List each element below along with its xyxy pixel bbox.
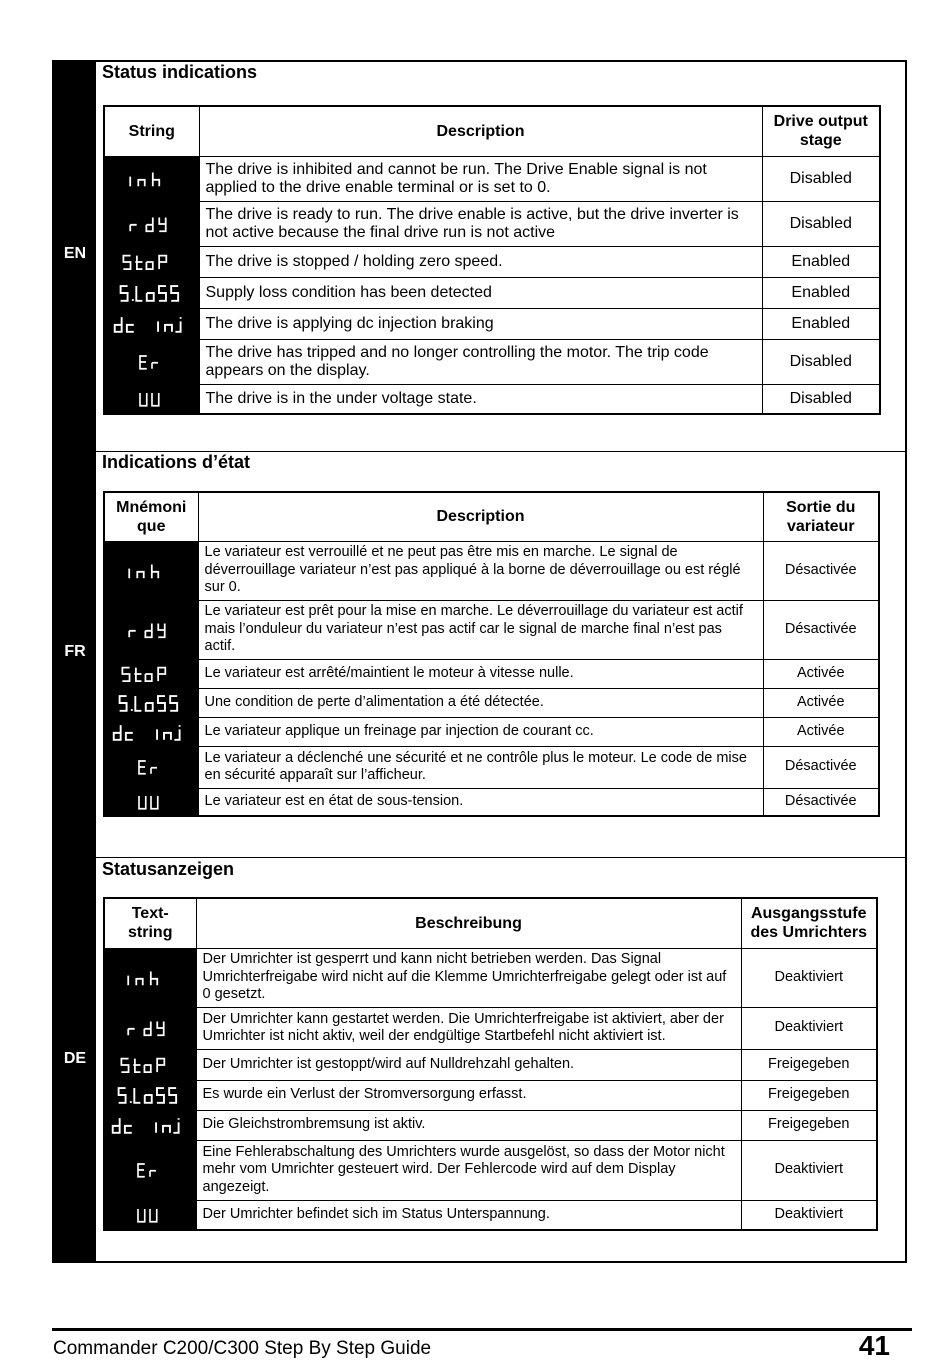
display-stop-icon — [119, 1055, 181, 1075]
table-header-row — [104, 106, 880, 156]
row-output: Disabled — [762, 156, 880, 201]
language-bar — [54, 62, 96, 1261]
status-table-fr — [103, 491, 880, 817]
display-rdy-icon — [126, 620, 176, 640]
display-code-uu — [104, 788, 198, 816]
header-output: Sortie du variateur — [763, 492, 879, 541]
display-code-rdy — [104, 1007, 196, 1049]
row-output: Désactivée — [763, 600, 879, 659]
row-output: Disabled — [762, 201, 880, 246]
display-stop-icon — [120, 664, 182, 684]
table-row — [104, 246, 880, 277]
header-string: Text-string — [104, 898, 196, 948]
display-rdy-icon — [125, 1018, 175, 1038]
display-uu-icon — [137, 389, 167, 409]
header-output: Drive output stage — [762, 106, 880, 156]
display-code-sloss — [104, 688, 198, 717]
row-description: Es wurde ein Verlust der Stromversorgung erfasst. — [196, 1080, 741, 1110]
header-output: Ausgangsstufe des Umrichters — [741, 898, 877, 948]
table-row — [104, 688, 879, 717]
display-inh-icon — [126, 561, 176, 581]
language-label-de: DE — [63, 1050, 87, 1067]
table-row — [104, 600, 879, 659]
display-code-stop — [104, 659, 198, 688]
display-stop-icon — [121, 252, 183, 272]
table-row — [104, 1049, 877, 1080]
row-output: Enabled — [762, 246, 880, 277]
row-description: Der Umrichter ist gesperrt und kann nicht betrieben werden. Das Signal Umrichterfreigabe wird nicht auf die Klemme Umrichterfreigabe gelegt oder ist auf 0 gesetzt. — [196, 948, 741, 1007]
table-row — [104, 1080, 877, 1110]
status-table-en — [103, 105, 881, 415]
header-description: Description — [199, 106, 762, 156]
display-uu-icon — [135, 1205, 165, 1225]
display-code-er — [104, 746, 198, 788]
display-code-uu — [104, 384, 199, 414]
row-output: Deaktiviert — [741, 1200, 877, 1230]
section-title-en: Status indications — [102, 62, 258, 82]
display-dc-inj-icon — [113, 314, 191, 334]
display-code-inh — [104, 948, 196, 1007]
display-dc-inj-icon — [111, 1115, 189, 1135]
row-description: The drive is stopped / holding zero speed. — [199, 246, 762, 277]
table-row — [104, 788, 879, 816]
display-code-dc-inj — [104, 717, 198, 746]
display-er-icon — [136, 757, 166, 777]
row-output: Désactivée — [763, 541, 879, 600]
section-divider — [96, 857, 905, 858]
table-row — [104, 541, 879, 600]
row-description: The drive is applying dc injection braking — [199, 308, 762, 339]
row-output: Enabled — [762, 308, 880, 339]
display-code-stop — [104, 1049, 196, 1080]
display-code-dc-inj — [104, 308, 199, 339]
language-label-fr: FR — [64, 643, 86, 660]
row-output: Disabled — [762, 384, 880, 414]
row-description: The drive has tripped and no longer controlling the motor. The trip code appears on the display. — [199, 339, 762, 384]
section-title-fr: Indications d’état — [102, 452, 251, 472]
display-er-icon — [135, 1160, 165, 1180]
display-code-uu — [104, 1200, 196, 1230]
row-description: Une condition de perte d’alimentation a été détectée. — [198, 688, 763, 717]
row-description: Le variateur est en état de sous-tension. — [198, 788, 763, 816]
row-description: Le variateur est verrouillé et ne peut pas être mis en marche. Le signal de déverrouillage variateur n’est pas appliqué à la borne de déverrouillage ou est réglé sur 0. — [198, 541, 763, 600]
display-code-er — [104, 1140, 196, 1200]
display-sloss-icon — [116, 1085, 184, 1105]
row-description: Der Umrichter kann gestartet werden. Die Umrichterfreigabe ist aktiviert, aber der Umrichter ist nicht aktiv, weil der endgültige Startbefehl nicht aktiviert ist. — [196, 1007, 741, 1049]
display-rdy-icon — [127, 214, 177, 234]
row-output: Activée — [763, 659, 879, 688]
header-description: Description — [198, 492, 763, 541]
row-output: Disabled — [762, 339, 880, 384]
display-code-rdy — [104, 201, 199, 246]
table-row — [104, 1007, 877, 1049]
table-header-row — [104, 492, 879, 541]
row-description: Le variateur a déclenché une sécurité et ne contrôle plus le moteur. Le code de mise en sécurité apparaît sur l’afficheur. — [198, 746, 763, 788]
row-output: Désactivée — [763, 746, 879, 788]
row-description: Le variateur est prêt pour la mise en marche. Le déverrouillage du variateur est actif mais l’onduleur du variateur n’est pas actif car le signal de marche final n’est pas actif. — [198, 600, 763, 659]
table-row — [104, 1110, 877, 1140]
row-description: The drive is in the under voltage state. — [199, 384, 762, 414]
table-row — [104, 277, 880, 308]
display-sloss-icon — [117, 693, 185, 713]
row-description: The drive is ready to run. The drive enable is active, but the drive inverter is not active because the final drive run is not active — [199, 201, 762, 246]
footer-title: Commander C200/C300 Step By Step Guide — [53, 1338, 432, 1359]
table-row — [104, 308, 880, 339]
table-row — [104, 339, 880, 384]
row-output: Activée — [763, 688, 879, 717]
display-inh-icon — [125, 968, 175, 988]
display-code-stop — [104, 246, 199, 277]
display-code-rdy — [104, 600, 198, 659]
row-description: The drive is inhibited and cannot be run. The Drive Enable signal is not applied to the drive enable terminal or is set to 0. — [199, 156, 762, 201]
table-row — [104, 1140, 877, 1200]
table-row — [104, 717, 879, 746]
row-description: Die Gleichstrombremsung ist aktiv. — [196, 1110, 741, 1140]
display-code-sloss — [104, 277, 199, 308]
table-row — [104, 948, 877, 1007]
display-code-inh — [104, 541, 198, 600]
display-sloss-icon — [118, 283, 186, 303]
table-row — [104, 156, 880, 201]
table-row — [104, 1200, 877, 1230]
row-description: Le variateur applique un freinage par injection de courant cc. — [198, 717, 763, 746]
display-code-sloss — [104, 1080, 196, 1110]
status-table-de — [103, 897, 878, 1231]
display-code-er — [104, 339, 199, 384]
header-string: Mnémoni que — [104, 492, 198, 541]
row-output: Enabled — [762, 277, 880, 308]
display-uu-icon — [136, 792, 166, 812]
display-code-dc-inj — [104, 1110, 196, 1140]
row-output: Deaktiviert — [741, 1007, 877, 1049]
language-label-en: EN — [63, 245, 87, 262]
display-er-icon — [137, 352, 167, 372]
row-description: Le variateur est arrêté/maintient le moteur à vitesse nulle. — [198, 659, 763, 688]
row-output: Deaktiviert — [741, 948, 877, 1007]
table-row — [104, 201, 880, 246]
row-output: Deaktiviert — [741, 1140, 877, 1200]
table-row — [104, 384, 880, 414]
row-description: Eine Fehlerabschaltung des Umrichters wurde ausgelöst, so dass der Motor nicht mehr vom Umrichter gesteuert wird. Der Fehlercode wird auf dem Display angezeigt. — [196, 1140, 741, 1200]
section-title-de: Statusanzeigen — [102, 859, 235, 879]
row-output: Activée — [763, 717, 879, 746]
page-number: 41 — [858, 1330, 890, 1361]
row-output: Freigegeben — [741, 1049, 877, 1080]
row-description: Der Umrichter ist gestoppt/wird auf Nulldrehzahl gehalten. — [196, 1049, 741, 1080]
row-description: Der Umrichter befindet sich im Status Unterspannung. — [196, 1200, 741, 1230]
row-output: Freigegeben — [741, 1080, 877, 1110]
table-row — [104, 746, 879, 788]
row-description: Supply loss condition has been detected — [199, 277, 762, 308]
display-code-inh — [104, 156, 199, 201]
header-string: String — [104, 106, 199, 156]
table-row — [104, 659, 879, 688]
row-output: Désactivée — [763, 788, 879, 816]
header-description: Beschreibung — [196, 898, 741, 948]
row-output: Freigegeben — [741, 1110, 877, 1140]
display-dc-inj-icon — [112, 722, 190, 742]
table-header-row — [104, 898, 877, 948]
display-inh-icon — [127, 169, 177, 189]
footer-rule — [52, 1328, 912, 1331]
